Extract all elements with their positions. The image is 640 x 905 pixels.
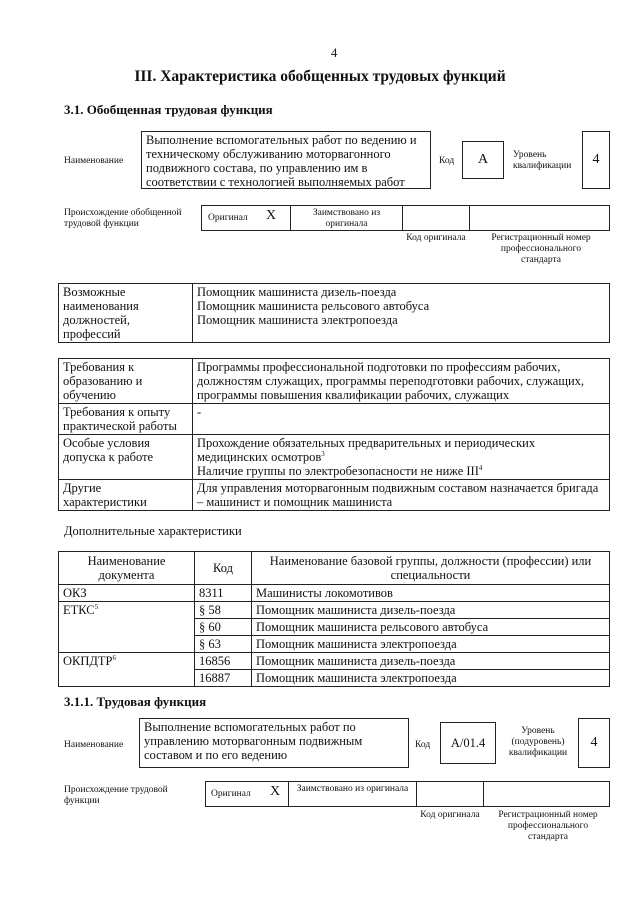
s311-name-value: Выполнение вспомогательных работ по управлению моторвагонным подвижным составом и по его ведению [139,718,409,768]
row-code: 16887 [195,670,252,687]
footnote-ref: 3 [321,449,325,458]
s31-level-label: Уровень квалификации [513,150,572,171]
col-header-code: Код [195,552,252,585]
s31-origin-label: Происхождение обобщенной трудовой функции [64,208,182,229]
req-other-label: Другие характеристики [59,480,193,511]
s31-code-orig-box [402,205,470,231]
row-doc: ЕТКС [63,603,95,617]
row-code: 8311 [195,585,252,602]
position-item: Помощник машиниста рельсового автобуса [197,299,430,313]
s311-reg-num-box [483,781,610,807]
row-name: Помощник машиниста дизель-поезда [252,653,610,670]
s31-level-value: 4 [582,131,610,189]
row-name: Машинисты локомотивов [252,585,610,602]
req-special-line1: Прохождение обязательных предварительных и периодических медицинских осмотров [197,436,536,464]
footnote-ref: 5 [94,602,99,611]
row-name: Помощник машиниста электропоезда [252,636,610,653]
positions-table [58,283,610,343]
table-row [59,602,610,619]
s31-original-mark: X [266,208,277,223]
s311-borrowed-label: Заимствовано из оригинала [288,781,417,807]
s311-code-label: Код [415,740,431,750]
s311-original-mark: X [270,784,281,799]
requirements-table [58,358,610,511]
row-code: 16856 [195,653,252,670]
req-special-value [193,435,610,480]
positions-label: Возможные наименования должностей, профессий [59,284,193,343]
s311-code-orig-box [416,781,484,807]
s311-level-value: 4 [578,718,610,768]
additional-title: Дополнительные характеристики [64,524,242,538]
s311-origin-label: Происхождение трудовой функции [64,785,168,806]
positions-list [193,284,610,343]
section-heading: III. Характеристика обобщенных трудовых функций [134,68,506,85]
footnote-ref: 6 [112,653,117,662]
s31-code-label: Код [439,156,455,166]
row-code: § 63 [195,636,252,653]
s311-code-orig-label: Код оригинала [420,810,480,820]
position-item: Помощник машиниста электропоезда [197,313,398,327]
table-row [59,585,610,602]
s31-original-label: Оригинал [208,213,248,223]
req-special-line2: Наличие группы по электробезопасности не ниже III [197,464,479,478]
req-special-label: Особые условия допуска к работе [59,435,193,480]
row-name: Помощник машиниста дизель-поезда [252,602,610,619]
row-name: Помощник машиниста рельсового автобуса [252,619,610,636]
col-header-document: Наименование документа [59,552,195,585]
s311-reg-num-label: Регистрационный номер профессионального стандарта [498,810,598,842]
table-row [59,653,610,670]
req-experience-value: - [193,404,610,435]
s311-original-label: Оригинал [211,789,251,799]
req-other-value: Для управления моторвагонным подвижным составом назначается бригада – машинист и помощник машиниста [193,480,610,511]
page-number: 4 [331,46,338,60]
row-code: § 58 [195,602,252,619]
s31-name-value: Выполнение вспомогательных работ по ведению и техническому обслуживанию моторвагонного подвижного состава, по управлению им в соответствии с технологией выполняемых работ [141,131,431,189]
s31-name-label: Наименование [64,156,124,166]
s31-code-value: А [462,141,504,179]
s31-code-orig-label: Код оригинала [406,233,466,243]
col-header-name: Наименование базовой группы, должности (профессии) или специальности [252,552,610,585]
s31-reg-num-label: Регистрационный номер профессионального стандарта [491,233,591,265]
req-experience-label: Требования к опыту практической работы [59,404,193,435]
s31-reg-num-box [469,205,610,231]
req-education-label: Требования к образованию и обучению [59,359,193,404]
req-education-value: Программы профессиональной подготовки по профессиям рабочих, должностям служащих, программы переподготовки рабочих, служащих, программы повышения квалификации рабочих, служащих [193,359,610,404]
row-name: Помощник машиниста электропоезда [252,670,610,687]
position-item: Помощник машиниста дизель-поезда [197,285,397,299]
row-code: § 60 [195,619,252,636]
s311-code-value: A/01.4 [440,722,496,764]
row-doc: ОКЗ [63,586,87,600]
additional-table [58,551,610,687]
s31-title: 3.1. Обобщенная трудовая функция [64,102,273,117]
footnote-ref: 4 [478,463,483,472]
s31-borrowed-label: Заимствовано из оригинала [290,205,403,231]
s311-name-label: Наименование [64,740,124,750]
s311-level-label: Уровень (подуровень) квалификации [508,726,568,758]
s311-title: 3.1.1. Трудовая функция [64,694,207,709]
row-doc: ОКПДТР [63,654,113,668]
